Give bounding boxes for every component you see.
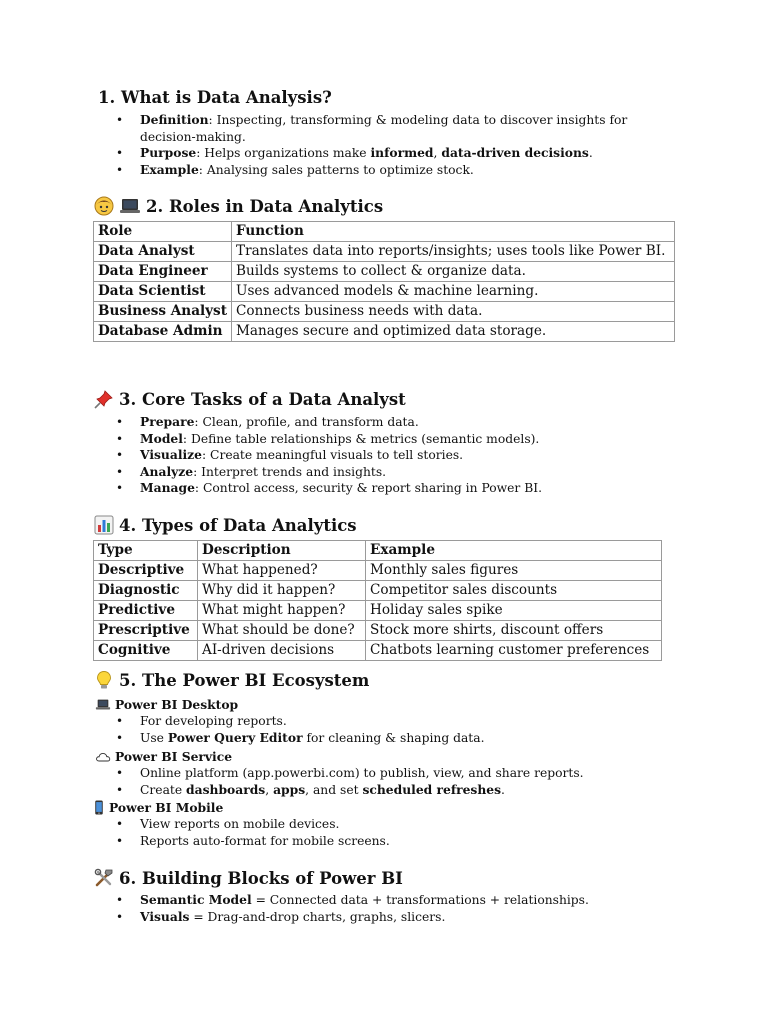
service-list: [100, 765, 660, 798]
power-bi-service-label: Power BI Service: [115, 749, 233, 764]
service-text-2a: Create: [140, 782, 187, 797]
table-row: [94, 561, 662, 581]
model-text: : Define table relationships & metrics (semantic models).: [182, 431, 540, 446]
analyze-text: : Interpret trends and insights.: [193, 464, 387, 479]
list-item: [100, 782, 660, 799]
table-row: [94, 601, 662, 621]
prepare-text: : Clean, profile, and transform data.: [194, 415, 419, 429]
section-1-title: 1. What is Data Analysis?: [98, 88, 332, 107]
visualize-text: : Create meaningful visuals to tell stories.: [201, 448, 464, 462]
section-4-title: 4. Types of Data Analytics: [119, 515, 357, 535]
table-header-row: [94, 222, 675, 242]
model-term: Model: [140, 430, 183, 446]
section-6-heading: [94, 868, 403, 888]
power-bi-service-heading: [95, 749, 232, 764]
example-term: Example: [140, 161, 199, 177]
list-item: [100, 713, 660, 730]
type-cell: Descriptive: [94, 561, 198, 581]
table-row: [94, 282, 675, 302]
table-row: [94, 641, 662, 661]
service-text-1: Online platform (app.powerbi.com) to publish, view, and share reports.: [140, 766, 584, 780]
power-bi-mobile-label: Power BI Mobile: [109, 800, 224, 815]
section-1-list: [100, 112, 660, 178]
mobile-list: [100, 816, 660, 849]
purpose-bold-data-driven: data-driven decisions: [441, 145, 589, 160]
list-item: [100, 833, 660, 850]
cloud-icon: [95, 750, 111, 764]
power-query-editor-bold: Power Query Editor: [167, 729, 303, 745]
purpose-text-a: : Helps organizations make: [196, 146, 371, 160]
prepare-term: Prepare: [140, 414, 195, 429]
roles-table: [93, 221, 675, 342]
power-bi-mobile-heading: [93, 800, 223, 815]
type-cell: Cognitive: [94, 641, 198, 661]
role-cell: Data Scientist: [94, 282, 232, 302]
list-item: [100, 162, 660, 179]
manage-term: Manage: [140, 480, 195, 495]
list-item: [100, 909, 660, 926]
manage-text: : Control access, security & report sharing in Power BI.: [194, 481, 543, 495]
section-5-heading: [94, 670, 369, 690]
section-2-heading: [94, 196, 383, 216]
column-header-function: Function: [232, 222, 675, 242]
column-header-type: Type: [94, 541, 198, 561]
list-item: [100, 414, 660, 431]
semantic-model-text: = Connected data + transformations + relationships.: [251, 893, 589, 907]
mobile-text-2: Reports auto-format for mobile screens.: [140, 833, 390, 848]
service-text-2e: , and set: [305, 782, 363, 797]
example-cell: Chatbots learning customer preferences: [366, 641, 662, 661]
example-cell: Competitor sales discounts: [366, 581, 662, 601]
column-header-example: Example: [366, 541, 662, 561]
table-row: [94, 322, 675, 342]
example-cell: Holiday sales spike: [366, 601, 662, 621]
description-cell: What should be done?: [198, 621, 366, 641]
purpose-text-c: ,: [433, 146, 442, 160]
section-4-heading: [94, 515, 357, 535]
list-item: [100, 112, 660, 145]
table-row: [94, 621, 662, 641]
scheduled-refreshes-bold: scheduled refreshes: [362, 781, 502, 797]
section-1-heading: [98, 88, 332, 107]
desktop-text-2c: for cleaning & shaping data.: [302, 730, 485, 745]
list-item: [100, 892, 660, 909]
function-cell: Uses advanced models & machine learning.: [232, 282, 675, 302]
function-cell: Translates data into reports/insights; uses tools like Power BI.: [232, 242, 675, 262]
section-2-title: 2. Roles in Data Analytics: [146, 196, 384, 216]
table-row: [94, 262, 675, 282]
type-cell: Predictive: [94, 601, 198, 621]
description-cell: What might happen?: [198, 601, 366, 621]
role-cell: Data Engineer: [94, 262, 232, 282]
service-text-2g: .: [501, 782, 505, 797]
pushpin-icon: [94, 389, 114, 409]
table-row: [94, 581, 662, 601]
description-cell: Why did it happen?: [198, 581, 366, 601]
table-row: [94, 302, 675, 322]
function-cell: Manages secure and optimized data storage.: [232, 322, 675, 342]
face-icon: [94, 196, 114, 216]
column-header-description: Description: [198, 541, 366, 561]
example-cell: Monthly sales figures: [366, 561, 662, 581]
apps-bold: apps: [273, 781, 306, 797]
mobile-text-1: View reports on mobile devices.: [140, 817, 340, 831]
tools-icon: [94, 868, 114, 888]
type-cell: Prescriptive: [94, 621, 198, 641]
purpose-term: Purpose: [140, 145, 197, 160]
visualize-term: Visualize: [140, 447, 202, 462]
description-cell: AI-driven decisions: [198, 641, 366, 661]
dashboards-bold: dashboards: [186, 781, 266, 797]
function-cell: Connects business needs with data.: [232, 302, 675, 322]
list-item: [100, 730, 660, 747]
semantic-model-term: Semantic Model: [140, 892, 252, 907]
role-cell: Business Analyst: [94, 302, 232, 322]
list-item: [100, 145, 660, 162]
desktop-text-2a: Use: [140, 730, 168, 745]
mobile-phone-icon: [93, 800, 105, 815]
service-text-2c: ,: [265, 782, 274, 797]
example-cell: Stock more shirts, discount offers: [366, 621, 662, 641]
purpose-text-e: .: [588, 146, 593, 160]
power-bi-desktop-label: Power BI Desktop: [115, 697, 239, 712]
list-item: [100, 765, 660, 782]
analyze-term: Analyze: [140, 463, 194, 479]
list-item: [100, 816, 660, 833]
desktop-list: [100, 713, 660, 746]
purpose-bold-informed: informed: [370, 145, 434, 160]
list-item: [100, 480, 660, 497]
table-header-row: [94, 541, 662, 561]
role-cell: Database Admin: [94, 322, 232, 342]
role-cell: Data Analyst: [94, 242, 232, 262]
function-cell: Builds systems to collect & organize data.: [232, 262, 675, 282]
bar-chart-icon: [94, 515, 114, 535]
visuals-term: Visuals: [140, 908, 190, 924]
section-3-list: [100, 414, 660, 497]
table-row: [94, 242, 675, 262]
analytics-types-table: [93, 540, 662, 661]
lightbulb-icon: [94, 670, 114, 690]
section-3-heading: [94, 389, 406, 409]
list-item: [100, 431, 660, 448]
section-3-title: 3. Core Tasks of a Data Analyst: [119, 389, 406, 409]
laptop-icon: [119, 196, 141, 216]
power-bi-desktop-heading: [95, 697, 238, 712]
definition-term: Definition: [140, 112, 209, 127]
type-cell: Diagnostic: [94, 581, 198, 601]
example-text: : Analysing sales patterns to optimize stock.: [198, 162, 474, 177]
list-item: [100, 464, 660, 481]
desktop-text-1: For developing reports.: [140, 714, 287, 728]
visuals-text: = Drag-and-drop charts, graphs, slicers.: [189, 909, 446, 924]
laptop-icon: [95, 698, 111, 712]
section-5-title: 5. The Power BI Ecosystem: [119, 670, 370, 690]
list-item: [100, 447, 660, 464]
definition-text: : Inspecting, transforming & modeling data to discover insights for decision-making.: [140, 113, 628, 144]
description-cell: What happened?: [198, 561, 366, 581]
section-6-title: 6. Building Blocks of Power BI: [119, 868, 403, 888]
section-6-list: [100, 892, 660, 925]
column-header-role: Role: [94, 222, 232, 242]
